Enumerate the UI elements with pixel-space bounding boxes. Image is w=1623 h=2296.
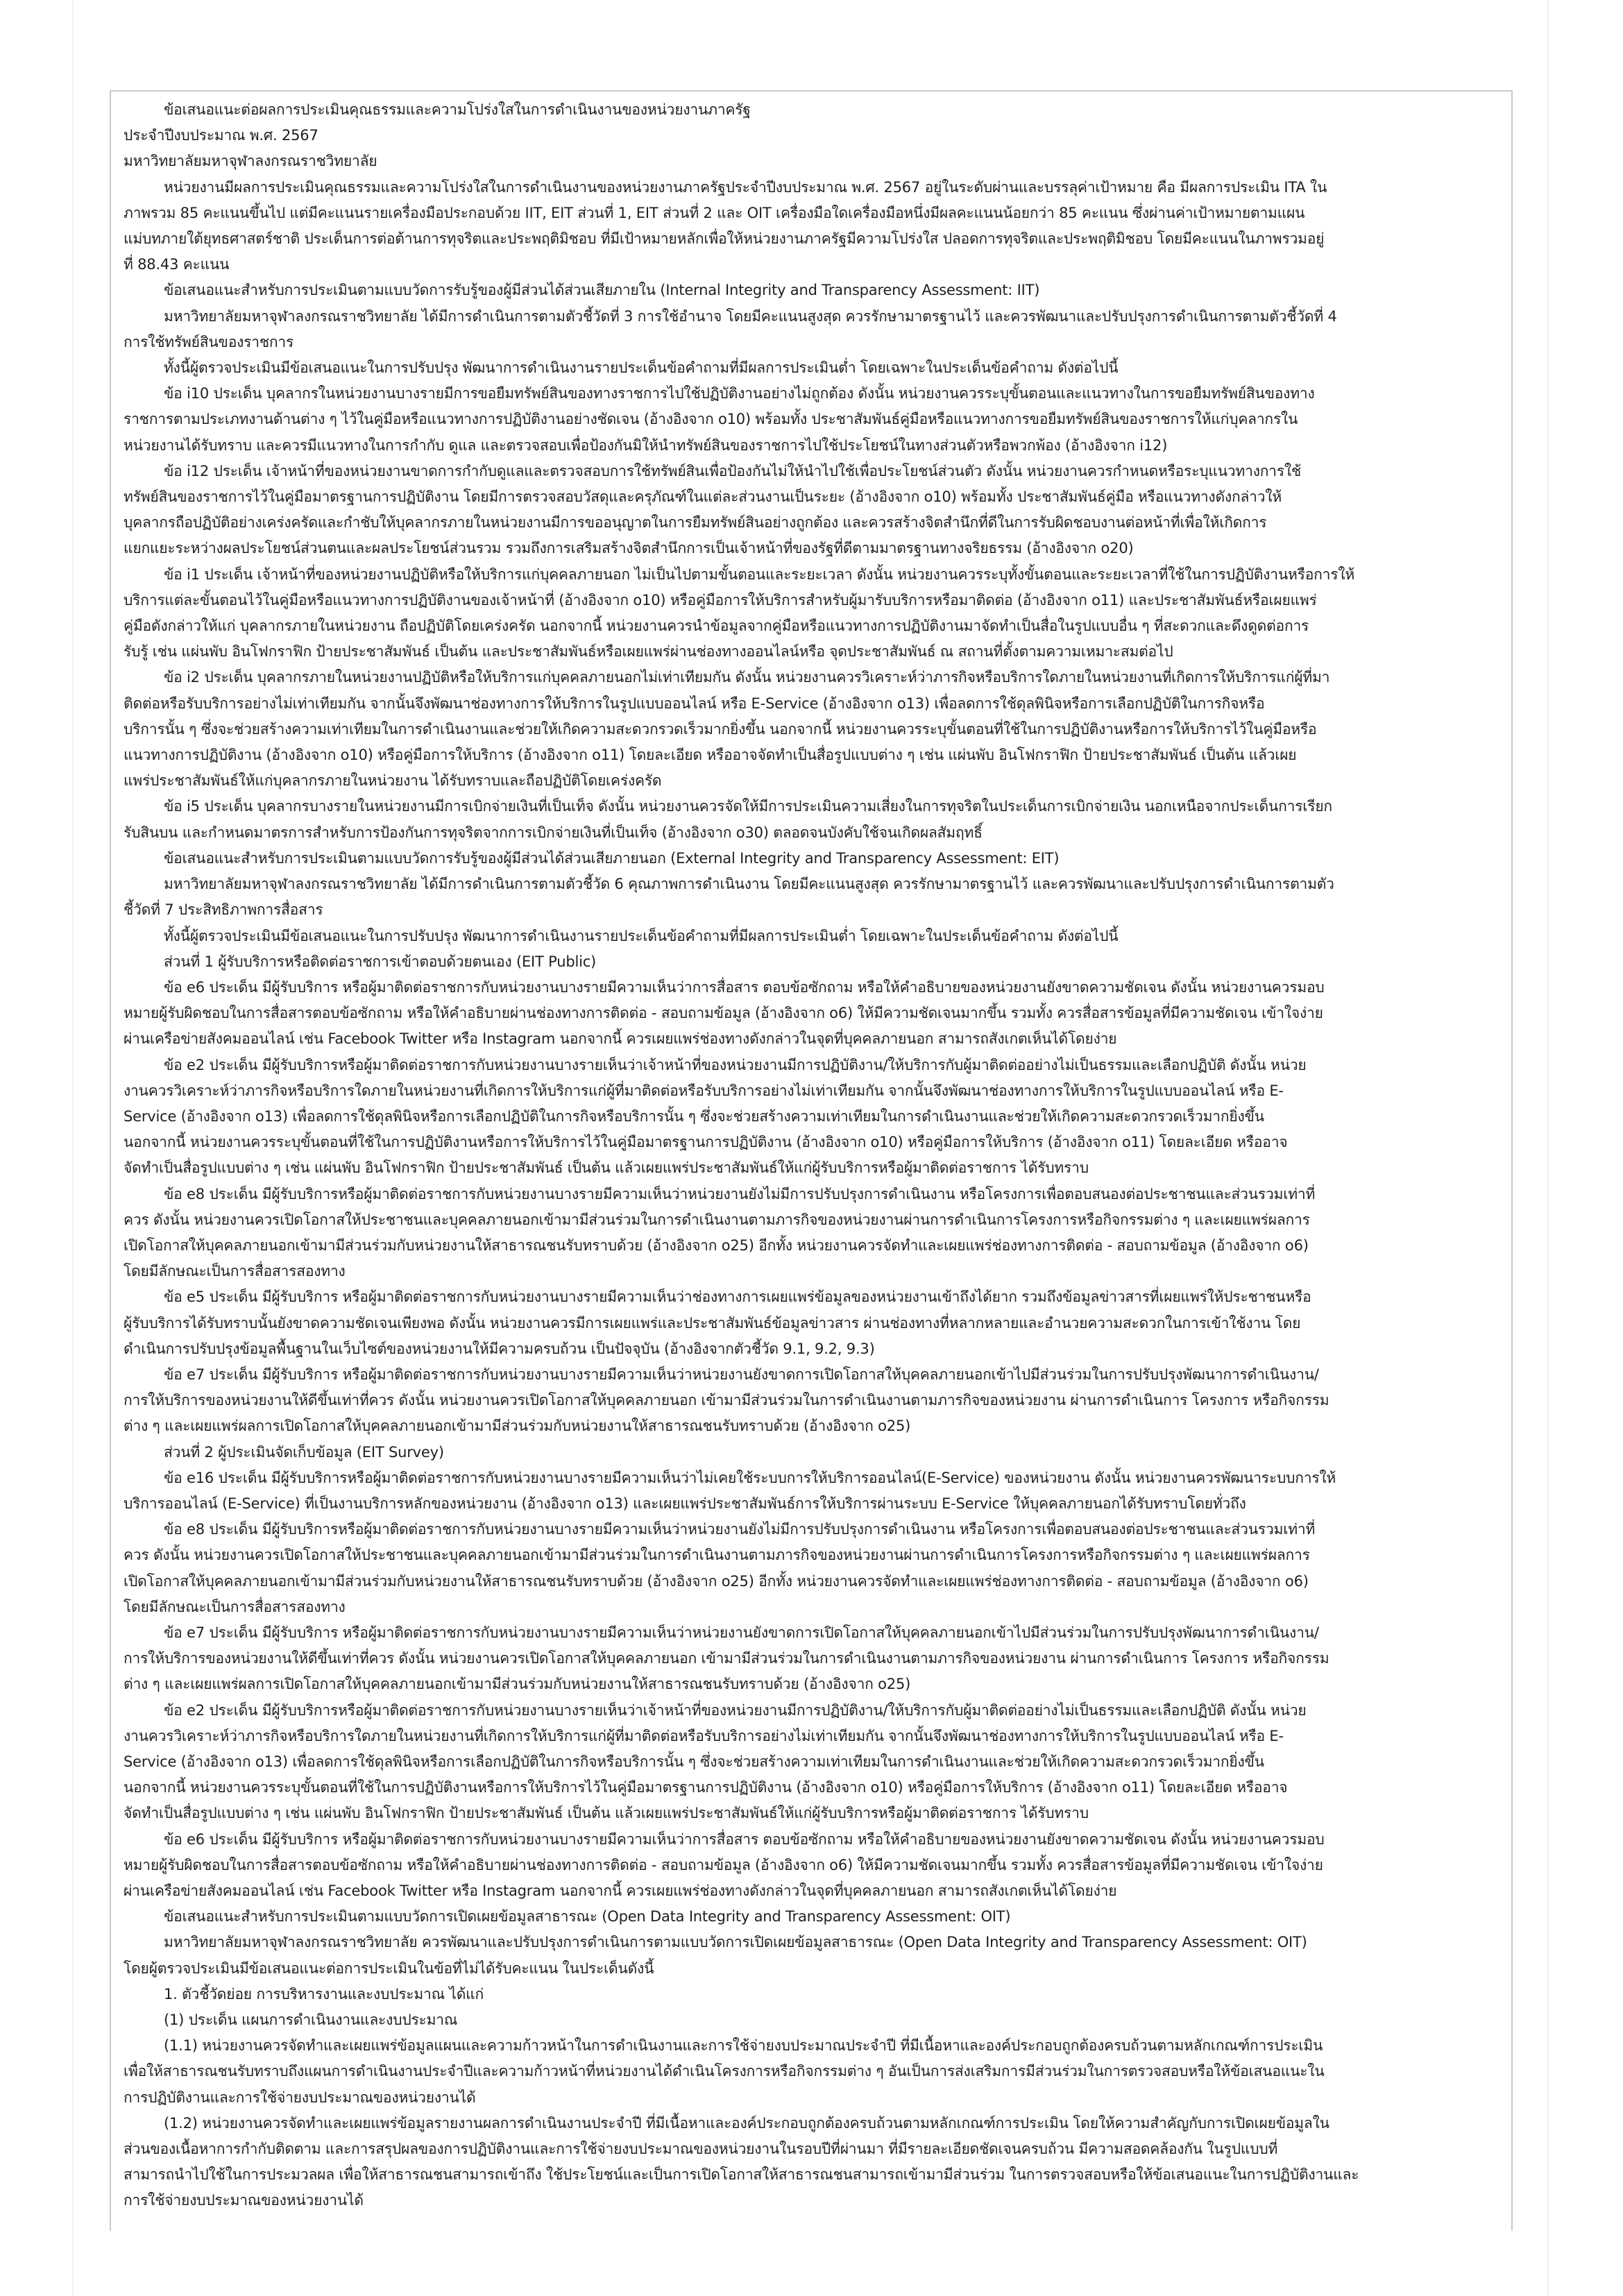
text-line: เปิดโอกาสให้บุคคลภายนอกเข้ามามีส่วนร่วมกับหน่วยงานให้สาธารณชนรับทราบด้วย (อ้างอิงจาก o25) อีกทั้ง หน่วยงานควรจัดทำและเผยแพร่ช่องทางการติดต่อ - สอบถามข้อมูล (อ้างอิงจาก o6) xyxy=(124,1236,1309,1254)
text-line: ทรัพย์สินของราชการไว้ในคู่มือมาตรฐานการปฏิบัติงาน โดยมีการตรวจสอบวัสดุและครุภัณฑ์ในแต่ละส่วนงานเป็นระยะ (อ้างอิงจาก o10) พร้อมทั้ง ประชาสัมพันธ์คู่มือ หรือแนวทางดังกล่าวให้ xyxy=(124,488,1282,506)
text-line: โดยผู้ตรวจประเมินมีข้อเสนอแนะต่อการประเมินในข้อที่ไม่ได้รับคะแนน ในประเด็นดังนี้ xyxy=(124,1959,654,1977)
text-line: ควร ดังนั้น หน่วยงานควรเปิดโอกาสให้ประชาชนและบุคคลภายนอกเข้ามามีส่วนร่วมในการดำเนินงานตามภารกิจของหน่วยงานผ่านการดำเนินการโครงการหรือกิจกรรมต่าง ๆ และเผยแพร่ผลการ xyxy=(124,1211,1310,1228)
text-line: ชี้วัดที่ 7 ประสิทธิภาพการสื่อสาร xyxy=(124,901,323,919)
text-line: คู่มือดังกล่าวให้แก่ บุคลากรภายในหน่วยงาน ถือปฏิบัติโดยเคร่งครัด นอกจากนี้ หน่วยงานควรนำข้อมูลจากคู่มือหรือแนวทางการปฏิบัติงานมาจัดทำเป็นสื่อในรูปแบบอื่น ๆ ที่สะดวกและดึงดูดต่อการ xyxy=(124,618,1309,635)
text-line: งานควรวิเคราะห์ว่าภารกิจหรือบริการใดภายในหน่วยงานที่เกิดการให้บริการแก่ผู้ที่มาติดต่อหรือรับบริการอย่างไม่เท่าเทียมกัน จากนั้นจึงพัฒนาช่องทางการให้บริการในรูปแบบออนไลน์ หรือ E- xyxy=(124,1727,1284,1744)
text-line: สามารถนำไปใช้ในการประมวลผล เพื่อให้สาธารณชนสามารถเข้าถึง ใช้ประโยชน์และเป็นการเปิดโอกาสให้สาธารณชนสามารถเข้ามามีส่วนร่วม ในการตรวจสอบหรือให้ข้อเสนอแนะในการปฏิบัติงานและ xyxy=(124,2166,1359,2184)
text-line: ส่วนที่ 2 ผู้ประเมินจัดเก็บข้อมูล (EIT Survey) xyxy=(164,1443,444,1461)
text-line: ข้อเสนอแนะต่อผลการประเมินคุณธรรมและความโปร่งใสในการดำเนินงานของหน่วยงานภาครัฐ xyxy=(164,101,751,118)
text-line: โดยมีลักษณะเป็นการสื่อสารสองทาง xyxy=(124,1263,346,1280)
text-line: ข้อเสนอแนะสำหรับการประเมินตามแบบวัดการเปิดเผยข้อมูลสาธารณะ (Open Data Integrity and Transparency Assessment: OIT) xyxy=(164,1908,1011,1925)
text-line: ทั้งนี้ผู้ตรวจประเมินมีข้อเสนอแนะในการปรับปรุง พัฒนาการดำเนินงานรายประเด็นข้อคำถามที่มีผลการประเมินต่ำ โดยเฉพาะในประเด็นข้อคำถาม ดังต่อไปนี้ xyxy=(164,927,1119,944)
text-line: ข้อ i5 ประเด็น บุคลากรบางรายในหน่วยงานมีการเบิกจ่ายเงินที่เป็นเท็จ ดังนั้น หน่วยงานควรจัดให้มีการประเมินความเสี่ยงในการทุจริตในประเด็นการเบิกจ่ายเงิน นอกเหนือจากประเด็นการเรียก xyxy=(164,798,1332,815)
text-line: ประจำปีงบประมาณ พ.ศ. 2567 xyxy=(124,127,318,144)
text-line: Service (อ้างอิงจาก o13) เพื่อลดการใช้ดุลพินิจหรือการเลือกปฏิบัติในการกิจหรือบริการนั้น ๆ ซึ่งจะช่วยสร้างความเท่าเทียมในการดำเนินงานและช่วยให้เกิดความสะดวกรวดเร็วมากยิ่งขึ้น xyxy=(124,1753,1264,1770)
text-line: ผ่านเครือข่ายสังคมออนไลน์ เช่น Facebook Twitter หรือ Instagram นอกจากนี้ ควรเผยแพร่ช่องทางดังกล่าวในจุดที่บุคคลภายนอก สามารถสังเกตเห็นได้โดยง่าย xyxy=(124,1882,1117,1900)
text-line: ข้อ i1 ประเด็น เจ้าหน้าที่ของหน่วยงานปฏิบัติหรือให้บริการแก่บุคคลภายนอก ไม่เป็นไปตามขั้นตอนและระยะเวลา ดังนั้น หน่วยงานควรระบุทั้งขั้นตอนและระยะเวลาที่ใช้ในการปฏิบัติงานหรือการให้ xyxy=(164,566,1355,583)
text-line: ข้อเสนอแนะสำหรับการประเมินตามแบบวัดการรับรู้ของผู้มีส่วนได้ส่วนเสียภายใน (Internal Integrity and Transparency Assessment: IIT) xyxy=(164,282,1040,299)
text-line: งานควรวิเคราะห์ว่าภารกิจหรือบริการใดภายในหน่วยงานที่เกิดการให้บริการแก่ผู้ที่มาติดต่อหรือรับบริการอย่างไม่เท่าเทียมกัน จากนั้นจึงพัฒนาช่องทางการให้บริการในรูปแบบออนไลน์ หรือ E- xyxy=(124,1082,1284,1099)
text-line: ข้อ i2 ประเด็น บุคลากรภายในหน่วยงานปฏิบัติหรือให้บริการแก่บุคคลภายนอกไม่เท่าเทียมกัน ดังนั้น หน่วยงานควรวิเคราะห์ว่าภารกิจหรือบริการใดภายในหน่วยงานที่เกิดการให้บริการแก่ผู้ที่มา xyxy=(164,669,1330,686)
text-line: ต่าง ๆ และเผยแพร่ผลการเปิดโอกาสให้บุคคลภายนอกเข้ามามีส่วนร่วมกับหน่วยงานให้สาธารณชนรับทราบด้วย (อ้างอิงจาก o25) xyxy=(124,1418,911,1435)
text-line: ควร ดังนั้น หน่วยงานควรเปิดโอกาสให้ประชาชนและบุคคลภายนอกเข้ามามีส่วนร่วมในการดำเนินงานตามภารกิจของหน่วยงานผ่านการดำเนินการโครงการหรือกิจกรรมต่าง ๆ และเผยแพร่ผลการ xyxy=(124,1547,1310,1564)
text-line: โดยมีลักษณะเป็นการสื่อสารสองทาง xyxy=(124,1598,346,1615)
text-line: บริการแต่ละขั้นตอนไว้ในคู่มือหรือแนวทางการปฏิบัติงานของเจ้าหน้าที่ (อ้างอิงจาก o10) หรือคู่มือการให้บริการสำหรับผู้มารับบริการหรือมาติดต่อ (อ้างอิงจาก o11) และประชาสัมพันธ์หรือเผยแพร่ xyxy=(124,591,1317,609)
text-line: ส่วนของเนื้อหาการกำกับติดตาม และการสรุปผลของการปฏิบัติงานและการใช้จ่ายงบประมาณของหน่วยงานในรอบปีที่ผ่านมา ที่มีรายละเอียดชัดเจนครบถ้วน มีความสอดคล้องกัน ในรูปแบบที่ xyxy=(124,2141,1278,2158)
text-line: ผ่านเครือข่ายสังคมออนไลน์ เช่น Facebook Twitter หรือ Instagram นอกจากนี้ ควรเผยแพร่ช่องทางดังกล่าวในจุดที่บุคคลภายนอก สามารถสังเกตเห็นได้โดยง่าย xyxy=(124,1030,1117,1048)
text-line: บริการออนไลน์ (E-Service) ที่เป็นงานบริการหลักของหน่วยงาน (อ้างอิงจาก o13) และเผยแพร่ประชาสัมพันธ์การให้บริการผ่านระบบ E-Service ให้บุคคลภายนอกได้รับทราบโดยทั่วถึง xyxy=(124,1495,1246,1512)
text-line: มหาวิทยาลัยมหาจุฬาลงกรณราชวิทยาลัย ควรพัฒนาและปรับปรุงการดำเนินการตามแบบวัดการเปิดเผยข้อมูลสาธารณะ (Open Data Integrity and Transparency Assessment: OIT) xyxy=(164,1934,1307,1951)
text-line: ข้อ e7 ประเด็น มีผู้รับบริการ หรือผู้มาติดต่อราชการกับหน่วยงานบางรายมีความเห็นว่าหน่วยงานยังขาดการเปิดโอกาสให้บุคคลภายนอกเข้าไปมีส่วนร่วมในการปรับปรุงพัฒนาการดำเนินงาน/ xyxy=(164,1624,1319,1641)
text-line: เพื่อให้สาธารณชนรับทราบถึงแผนการดำเนินงานประจำปีและความก้าวหน้าที่หน่วยงานได้ดำเนินโครงการหรือกิจกรรมต่าง ๆ อันเป็นการส่งเสริมการมีส่วนร่วมในการตรวจสอบหรือให้ข้อเสนอแนะใน xyxy=(124,2063,1325,2080)
text-line: ข้อ e6 ประเด็น มีผู้รับบริการ หรือผู้มาติดต่อราชการกับหน่วยงานบางรายมีความเห็นว่าการสื่อสาร ตอบข้อซักถาม หรือให้คำอธิบายของหน่วยงานยังขาดความชัดเจน ดังนั้น หน่วยงานควรมอบ xyxy=(164,978,1325,996)
text-line: เปิดโอกาสให้บุคคลภายนอกเข้ามามีส่วนร่วมกับหน่วยงานให้สาธารณชนรับทราบด้วย (อ้างอิงจาก o25) อีกทั้ง หน่วยงานควรจัดทำและเผยแพร่ช่องทางการติดต่อ - สอบถามข้อมูล (อ้างอิงจาก o6) xyxy=(124,1572,1309,1590)
text-line: การให้บริการของหน่วยงานให้ดีขึ้นเท่าที่ควร ดังนั้น หน่วยงานควรเปิดโอกาสให้บุคคลภายนอก เข้ามามีส่วนร่วมในการดำเนินงานตามภารกิจของหน่วยงาน ผ่านการดำเนินการ โครงการ หรือกิจกรรม xyxy=(124,1650,1329,1667)
text-line: ดำเนินการปรับปรุงข้อมูลพื้นฐานในเว็บไซต์ของหน่วยงานให้มีความครบถ้วน เป็นปัจจุบัน (อ้างอิงจากตัวชี้วัด 9.1, 9.2, 9.3) xyxy=(124,1340,875,1357)
page-edge-left xyxy=(72,0,74,2296)
text-line: รับสินบน และกำหนดมาตรการสำหรับการป้องกันการทุจริตจากการเบิกจ่ายเงินที่เป็นเท็จ (อ้างอิงจาก o30) ตลอดจนบังคับใช้จนเกิดผลสัมฤทธิ์ xyxy=(124,824,983,841)
text-line: จัดทำเป็นสื่อรูปแบบต่าง ๆ เช่น แผ่นพับ อินโฟกราฟิก ป้ายประชาสัมพันธ์ เป็นต้น แล้วเผยแพร่ประชาสัมพันธ์ให้แก่ผู้รับบริการหรือผู้มาติดต่อราชการ ได้รับทราบ xyxy=(124,1159,1089,1177)
text-line: แยกแยะระหว่างผลประโยชน์ส่วนตนและผลประโยชน์ส่วนรวม รวมถึงการเสริมสร้างจิตสำนึกการเป็นเจ้าหน้าที่ของรัฐที่ดีตามมาตรฐานทางจริยธรรม (อ้างอิงจาก o20) xyxy=(124,540,1134,557)
text-line: หมายผู้รับผิดชอบในการสื่อสารตอบข้อซักถาม หรือให้คำอธิบายผ่านช่องทางการติดต่อ - สอบถามข้อมูล (อ้างอิงจาก o6) ให้มีความชัดเจนมากขึ้น รวมทั้ง ควรสื่อสารข้อมูลที่มีความชัดเจน เข้าใจง่าย xyxy=(124,1856,1323,1873)
text-line: แม่บทภายใต้ยุทธศาสตร์ชาติ ประเด็นการต่อต้านการทุจริตและประพฤติมิชอบ ที่มีเป้าหมายหลักเพื่อให้หน่วยงานภาครัฐมีความโปร่งใส ปลอดการทุจริตและประพฤติมิชอบ โดยมีคะแนนในภาพรวมอยู่ xyxy=(124,230,1325,248)
text-line: การปฏิบัติงานและการใช้จ่ายงบประมาณของหน่วยงานได้ xyxy=(124,2089,476,2106)
text-line: (1.1) หน่วยงานควรจัดทำและเผยแพร่ข้อมูลแผนและความก้าวหน้าในการดำเนินงานและการใช้จ่ายงบประมาณประจำปี ที่มีเนื้อหาและองค์ประกอบถูกต้องครบถ้วนตามหลักเกณฑ์การประเมิน xyxy=(164,2037,1323,2055)
text-line: นอกจากนี้ หน่วยงานควรระบุขั้นตอนที่ใช้ในการปฏิบัติงานหรือการให้บริการไว้ในคู่มือมาตรฐานการปฏิบัติงาน (อ้างอิงจาก o10) หรือคู่มือการให้บริการ (อ้างอิงจาก o11) โดยละเอียด หรืออาจ xyxy=(124,1779,1288,1796)
text-line: หน่วยงานมีผลการประเมินคุณธรรมและความโปร่งใสในการดำเนินงานของหน่วยงานภาครัฐประจำปีงบประมาณ พ.ศ. 2567 อยู่ในระดับผ่านและบรรลุค่าเป้าหมาย คือ มีผลการประเมิน ITA ใน xyxy=(164,178,1327,196)
text-line: บุคลากรถือปฏิบัติอย่างเคร่งครัดและกำชับให้บุคลากรภายในหน่วยงานมีการขออนุญาตในการยืมทรัพย์สินอย่างถูกต้อง และควรสร้างจิตสำนึกที่ดีในการรับผิดชอบงานต่อหน้าที่เพื่อให้เกิดการ xyxy=(124,514,1267,532)
text-line: แพร่ประชาสัมพันธ์ให้แก่บุคลากรภายในหน่วยงาน ได้รับทราบและถือปฏิบัติโดยเคร่งครัด xyxy=(124,772,662,790)
text-line: ข้อ e5 ประเด็น มีผู้รับบริการ หรือผู้มาติดต่อราชการกับหน่วยงานบางรายมีความเห็นว่าช่องทางการเผยแพร่ข้อมูลของหน่วยงานเข้าถึงได้ยาก รวมถึงข้อมูลข่าวสารที่เผยแพร่ให้ประชาชนหรือ xyxy=(164,1289,1311,1306)
text-line: นอกจากนี้ หน่วยงานควรระบุขั้นตอนที่ใช้ในการปฏิบัติงานหรือการให้บริการไว้ในคู่มือมาตรฐานการปฏิบัติงาน (อ้างอิงจาก o10) หรือคู่มือการให้บริการ (อ้างอิงจาก o11) โดยละเอียด หรืออาจ xyxy=(124,1134,1288,1151)
text-line: รับรู้ เช่น แผ่นพับ อินโฟกราฟิก ป้ายประชาสัมพันธ์ เป็นต้น และประชาสัมพันธ์หรือเผยแพร่ผ่านช่องทางออนไลน์หรือ จุดประชาสัมพันธ์ ณ สถานที่ตั้งตามความเหมาะสมต่อไป xyxy=(124,643,1173,661)
text-line: มหาวิทยาลัยมหาจุฬาลงกรณราชวิทยาลัย xyxy=(124,153,377,170)
text-line: 1. ตัวชี้วัดย่อย การบริหารงานและงบประมาณ ได้แก่ xyxy=(164,1985,484,2002)
text-line: ผู้รับบริการได้รับทราบนั้นยังขาดความชัดเจนเพียงพอ ดังนั้น หน่วยงานควรมีการเผยแพร่และประชาสัมพันธ์ข้อมูลข่าวสาร ผ่านช่องทางที่หลากหลายและอำนวยความสะดวกในการเข้าใช้งาน โดย xyxy=(124,1314,1301,1332)
text-line: ข้อ e8 ประเด็น มีผู้รับบริการหรือผู้มาติดต่อราชการกับหน่วยงานบางรายมีความเห็นว่าหน่วยงานยังไม่มีการปรับปรุงการดำเนินงาน หรือโครงการเพื่อตอบสนองต่อประชาชนและส่วนรวมเท่าที่ xyxy=(164,1521,1316,1538)
text-line: (1) ประเด็น แผนการดำเนินงานและงบประมาณ xyxy=(164,2012,458,2029)
text-line: ข้อ e2 ประเด็น มีผู้รับบริการหรือผู้มาติดต่อราชการกับหน่วยงานบางรายเห็นว่าเจ้าหน้าที่ของหน่วยงานมีการปฏิบัติงาน/ให้บริการกับผู้มาติดต่ออย่างไม่เป็นธรรมและเลือกปฏิบัติ ดังนั้น หน่วย xyxy=(164,1056,1307,1073)
text-line: หน่วยงานได้รับทราบ และควรมีแนวทางในการกำกับ ดูแล และตรวจสอบเพื่อป้องกันมิให้นำทรัพย์สินของราชการไปใช้ประโยชน์ในทางส่วนตัวหรือพวกพ้อง (อ้างอิงจาก i12) xyxy=(124,436,1168,454)
text-line: ข้อ i12 ประเด็น เจ้าหน้าที่ของหน่วยงานขาดการกำกับดูแลและตรวจสอบการใช้ทรัพย์สินเพื่อป้องกันไม่ให้นำไปใช้เพื่อประโยชน์ส่วนตัว ดังนั้น หน่วยงานควรกำหนดหรือระบุแนวทางการใช้ xyxy=(164,462,1302,479)
text-line: ข้อเสนอแนะสำหรับการประเมินตามแบบวัดการรับรู้ของผู้มีส่วนได้ส่วนเสียภายนอก (External Integrity and Transparency Assessment: EIT) xyxy=(164,849,1060,867)
text-line: ข้อ i10 ประเด็น บุคลากรในหน่วยงานบางรายมีการขอยืมทรัพย์สินของทางราชการไปใช้ปฏิบัติงานอย่างไม่ถูกต้อง ดังนั้น หน่วยงานควรระบุขั้นตอนและแนวทางในการขอยืมทรัพย์สินของทาง xyxy=(164,385,1315,402)
text-line: มหาวิทยาลัยมหาจุฬาลงกรณราชวิทยาลัย ได้มีการดำเนินการตามตัวชี้วัดที่ 3 การใช้อำนาจ โดยมีคะแนนสูงสุด ควรรักษามาตรฐานไว้ และควรพัฒนาและปรับปรุงการดำเนินการตามตัวชี้วัดที่ 4 xyxy=(164,307,1337,325)
text-line: Service (อ้างอิงจาก o13) เพื่อลดการใช้ดุลพินิจหรือการเลือกปฏิบัติในการกิจหรือบริการนั้น ๆ ซึ่งจะช่วยสร้างความเท่าเทียมในการดำเนินงานและช่วยให้เกิดความสะดวกรวดเร็วมากยิ่งขึ้น xyxy=(124,1107,1264,1125)
text-line: การใช้จ่ายงบประมาณของหน่วยงานได้ xyxy=(124,2192,364,2209)
text-line: ข้อ e6 ประเด็น มีผู้รับบริการ หรือผู้มาติดต่อราชการกับหน่วยงานบางรายมีความเห็นว่าการสื่อสาร ตอบข้อซักถาม หรือให้คำอธิบายของหน่วยงานยังขาดความชัดเจน ดังนั้น หน่วยงานควรมอบ xyxy=(164,1830,1325,1848)
text-line: ข้อ e2 ประเด็น มีผู้รับบริการหรือผู้มาติดต่อราชการกับหน่วยงานบางรายเห็นว่าเจ้าหน้าที่ของหน่วยงานมีการปฏิบัติงาน/ให้บริการกับผู้มาติดต่ออย่างไม่เป็นธรรมและเลือกปฏิบัติ ดังนั้น หน่วย xyxy=(164,1701,1307,1719)
text-line: ภาพรวม 85 คะแนนขึ้นไป แต่มีคะแนนรายเครื่องมือประกอบด้วย IIT, EIT ส่วนที่ 1, EIT ส่วนที่ 2 และ OIT เครื่องมือใดเครื่องมือหนึ่งมีผลคะแนนน้อยกว่า 85 คะแนน ซึ่งผ่านค่าเป้าหมายตามแผน xyxy=(124,204,1305,221)
text-line: ข้อ e16 ประเด็น มีผู้รับบริการหรือผู้มาติดต่อราชการกับหน่วยงานบางรายมีความเห็นว่าไม่เคยใช้ระบบการให้บริการออนไลน์(E-Service) ของหน่วยงาน ดังนั้น หน่วยงานควรพัฒนาระบบการให้ xyxy=(164,1469,1336,1486)
text-line: ต่าง ๆ และเผยแพร่ผลการเปิดโอกาสให้บุคคลภายนอกเข้ามามีส่วนร่วมกับหน่วยงานให้สาธารณชนรับทราบด้วย (อ้างอิงจาก o25) xyxy=(124,1676,911,1693)
text-line: การให้บริการของหน่วยงานให้ดีขึ้นเท่าที่ควร ดังนั้น หน่วยงานควรเปิดโอกาสให้บุคคลภายนอก เข้ามามีส่วนร่วมในการดำเนินงานตามภารกิจของหน่วยงาน ผ่านการดำเนินการ โครงการ หรือกิจกรรม xyxy=(124,1392,1329,1409)
text-line: มหาวิทยาลัยมหาจุฬาลงกรณราชวิทยาลัย ได้มีการดำเนินการตามตัวชี้วัด 6 คุณภาพการดำเนินงาน โดยมีคะแนนสูงสุด ควรรักษามาตรฐานไว้ และควรพัฒนาและปรับปรุงการดำเนินการตามตัว xyxy=(164,876,1334,893)
text-line: การใช้ทรัพย์สินของราชการ xyxy=(124,333,294,350)
page-edge-right xyxy=(1547,0,1549,2296)
text-line: บริการนั้น ๆ ซึ่งจะช่วยสร้างความเท่าเทียมในการดำเนินงานและช่วยให้เกิดความสะดวกรวดเร็วมากยิ่งขึ้น นอกจากนี้ หน่วยงานควรระบุขั้นตอนที่ใช้ในการปฏิบัติงานหรือการให้บริการไว้ในคู่มือหรือ xyxy=(124,720,1317,738)
document-body xyxy=(110,90,1513,2231)
text-line: หมายผู้รับผิดชอบในการสื่อสารตอบข้อซักถาม หรือให้คำอธิบายผ่านช่องทางการติดต่อ - สอบถามข้อมูล (อ้างอิงจาก o6) ให้มีความชัดเจนมากขึ้น รวมทั้ง ควรสื่อสารข้อมูลที่มีความชัดเจน เข้าใจง่าย xyxy=(124,1005,1323,1022)
text-line: จัดทำเป็นสื่อรูปแบบต่าง ๆ เช่น แผ่นพับ อินโฟกราฟิก ป้ายประชาสัมพันธ์ เป็นต้น แล้วเผยแพร่ประชาสัมพันธ์ให้แก่ผู้รับบริการหรือผู้มาติดต่อราชการ ได้รับทราบ xyxy=(124,1805,1089,1822)
text-line: ข้อ e7 ประเด็น มีผู้รับบริการ หรือผู้มาติดต่อราชการกับหน่วยงานบางรายมีความเห็นว่าหน่วยงานยังขาดการเปิดโอกาสให้บุคคลภายนอกเข้าไปมีส่วนร่วมในการปรับปรุงพัฒนาการดำเนินงาน/ xyxy=(164,1366,1319,1383)
text-line: (1.2) หน่วยงานควรจัดทำและเผยแพร่ข้อมูลรายงานผลการดำเนินงานประจำปี ที่มีเนื้อหาและองค์ประกอบถูกต้องครบถ้วนตามหลักเกณฑ์การประเมิน โดยให้ความสำคัญกับการเปิดเผยข้อมูลใน xyxy=(164,2114,1329,2132)
text-line: ส่วนที่ 1 ผู้รับบริการหรือติดต่อราชการเข้าตอบด้วยตนเอง (EIT Public) xyxy=(164,953,597,970)
text-line: ข้อ e8 ประเด็น มีผู้รับบริการหรือผู้มาติดต่อราชการกับหน่วยงานบางรายมีความเห็นว่าหน่วยงานยังไม่มีการปรับปรุงการดำเนินงาน หรือโครงการเพื่อตอบสนองต่อประชาชนและส่วนรวมเท่าที่ xyxy=(164,1185,1316,1202)
text-line: ทั้งนี้ผู้ตรวจประเมินมีข้อเสนอแนะในการปรับปรุง พัฒนาการดำเนินงานรายประเด็นข้อคำถามที่มีผลการประเมินต่ำ โดยเฉพาะในประเด็นข้อคำถาม ดังต่อไปนี้ xyxy=(164,359,1119,377)
text-line: แนวทางการปฏิบัติงาน (อ้างอิงจาก o10) หรือคู่มือการให้บริการ (อ้างอิงจาก o11) โดยละเอียด หรืออาจจัดทำเป็นสื่อรูปแบบต่าง ๆ เช่น แผ่นพับ อินโฟกราฟิก ป้ายประชาสัมพันธ์ เป็นต้น แล้วเผย xyxy=(124,747,1297,764)
text-line: ติดต่อหรือรับบริการอย่างไม่เท่าเทียมกัน จากนั้นจึงพัฒนาช่องทางการให้บริการในรูปแบบออนไลน์ หรือ E-Service (อ้างอิงจาก o13) เพื่อลดการใช้ดุลพินิจหรือการเลือกปฏิบัติในการกิจหรือ xyxy=(124,695,1265,712)
text-line: ที่ 88.43 คะแนน xyxy=(124,256,230,273)
text-line: ราชการตามประเภทงานด้านต่าง ๆ ไว้ในคู่มือหรือแนวทางการปฏิบัติงานอย่างชัดเจน (อ้างอิงจาก o10) พร้อมทั้ง ประชาสัมพันธ์คู่มือหรือแนวทางการขอยืมทรัพย์สินของราชการให้แก่บุคลากรใน xyxy=(124,411,1298,428)
